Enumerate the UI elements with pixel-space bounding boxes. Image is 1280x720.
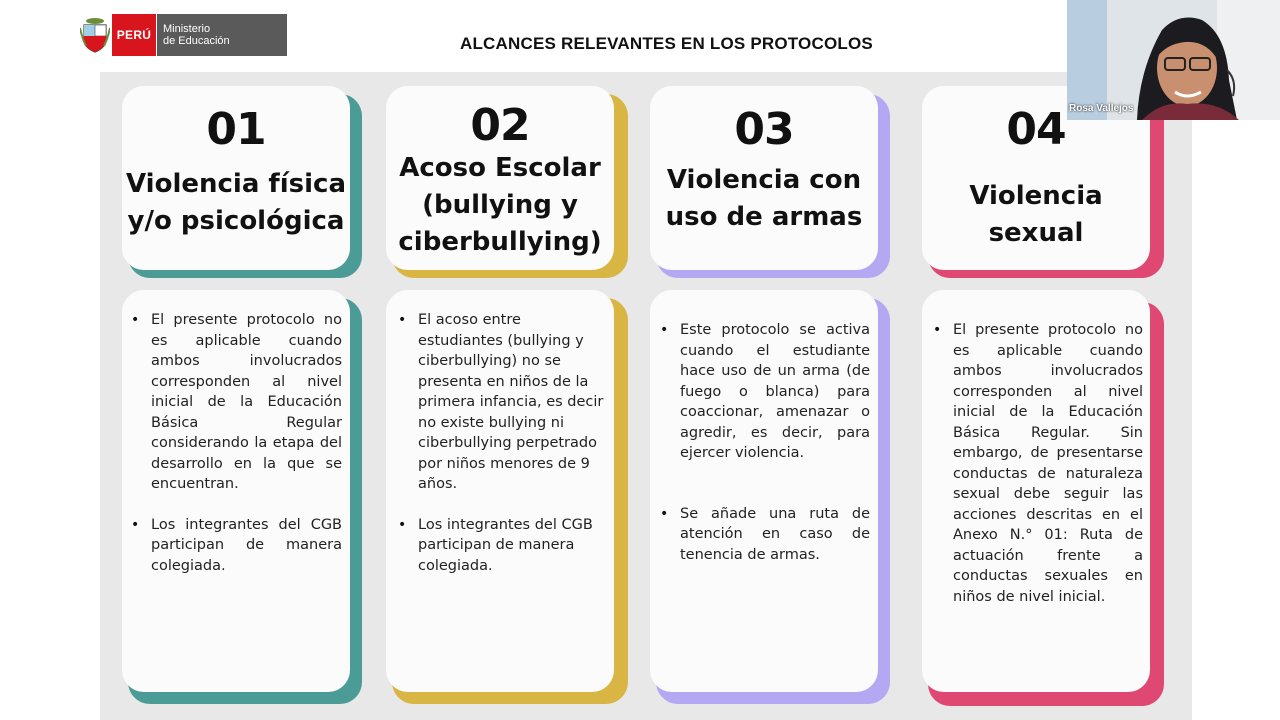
card-3-number: 03 <box>734 104 794 155</box>
card-2-bullet: • El acoso entre estudiantes (bullying y ciberbullying) no se presenta en niños de la primera infancia, es decir no existe bullying ni ciberbullying perpetrado por niños menores de 9 años. <box>418 310 608 495</box>
card-3-bullets <box>680 320 870 585</box>
card-1-bullets <box>151 310 342 596</box>
card-4-number: 04 <box>1006 104 1066 155</box>
card-1-bullet: • Los integrantes del CGB participan de manera colegiada. <box>151 515 342 577</box>
card-1-bullet: • El presente protocolo no es aplicable cuando ambos involucrados corresponden al nivel inicial de la Educación Básica Regular considerando la etapa del desarrollo en la que se encuentran. <box>151 310 342 495</box>
card-4-bullets <box>953 320 1143 627</box>
ministry-line-1: Ministerio <box>163 23 211 35</box>
card-2-body <box>386 290 614 692</box>
slide-content <box>100 72 1192 720</box>
card-2-bullets <box>418 310 608 596</box>
card-3-title-line: uso de armas <box>665 202 863 232</box>
ministry-logo <box>78 14 287 56</box>
ministry-line-2: de Educación <box>163 35 230 47</box>
country-label: PERÚ <box>112 14 156 56</box>
card-4-bullet: • El presente protocolo no es aplicable cuando ambos involucrados corresponden al nivel inicial de la Educación Básica Regular. Sin embargo, de presentarse conductas de naturaleza sexual debe seguir las acciones descritas en el Anexo N.° 01: Ruta de actuación frente a conductas sexuales en niños de nivel inicial. <box>953 320 1143 607</box>
card-1-title-line: Violencia física <box>126 169 346 199</box>
card-3-bullet: • Este protocolo se activa cuando el estudiante hace uso de un arma (de fuego o blanca) para coaccionar, amenazar o agredir, es decir, para ejercer violencia. <box>680 320 870 464</box>
card-2-number: 02 <box>470 100 530 151</box>
card-4-title <box>922 178 1150 252</box>
participant-video-tile[interactable] <box>1067 0 1280 120</box>
card-4-title-line: Violencia sexual <box>969 181 1103 248</box>
card-3-body <box>650 290 878 692</box>
card-3-header <box>650 86 878 270</box>
card-1-body <box>122 290 350 692</box>
card-3-title <box>650 162 878 236</box>
card-1-title <box>122 166 350 240</box>
card-2-title-line: ciberbullying) <box>398 227 602 257</box>
card-3-bullet: • Se añade una ruta de atención en caso de tenencia de armas. <box>680 504 870 566</box>
card-4-body <box>922 290 1150 692</box>
slide-title: ALCANCES RELEVANTES EN LOS PROTOCOLOS <box>460 34 873 53</box>
card-2-title <box>386 150 614 261</box>
card-2-header <box>386 86 614 270</box>
card-2-bullet: • Los integrantes del CGB participan de manera colegiada. <box>418 515 608 577</box>
ministry-label <box>156 14 287 56</box>
coat-of-arms-icon <box>78 14 112 56</box>
card-1-header <box>122 86 350 270</box>
card-1-number: 01 <box>206 104 266 155</box>
participant-video-frame <box>1067 0 1280 120</box>
card-3-title-line: Violencia con <box>666 165 862 195</box>
participant-name-label: Rosa Vallejos <box>1069 103 1134 114</box>
card-2-title-line: Acoso Escolar <box>399 153 601 183</box>
card-2-title-line: (bullying y <box>422 190 578 220</box>
card-1-title-line: y/o psicológica <box>127 206 345 236</box>
